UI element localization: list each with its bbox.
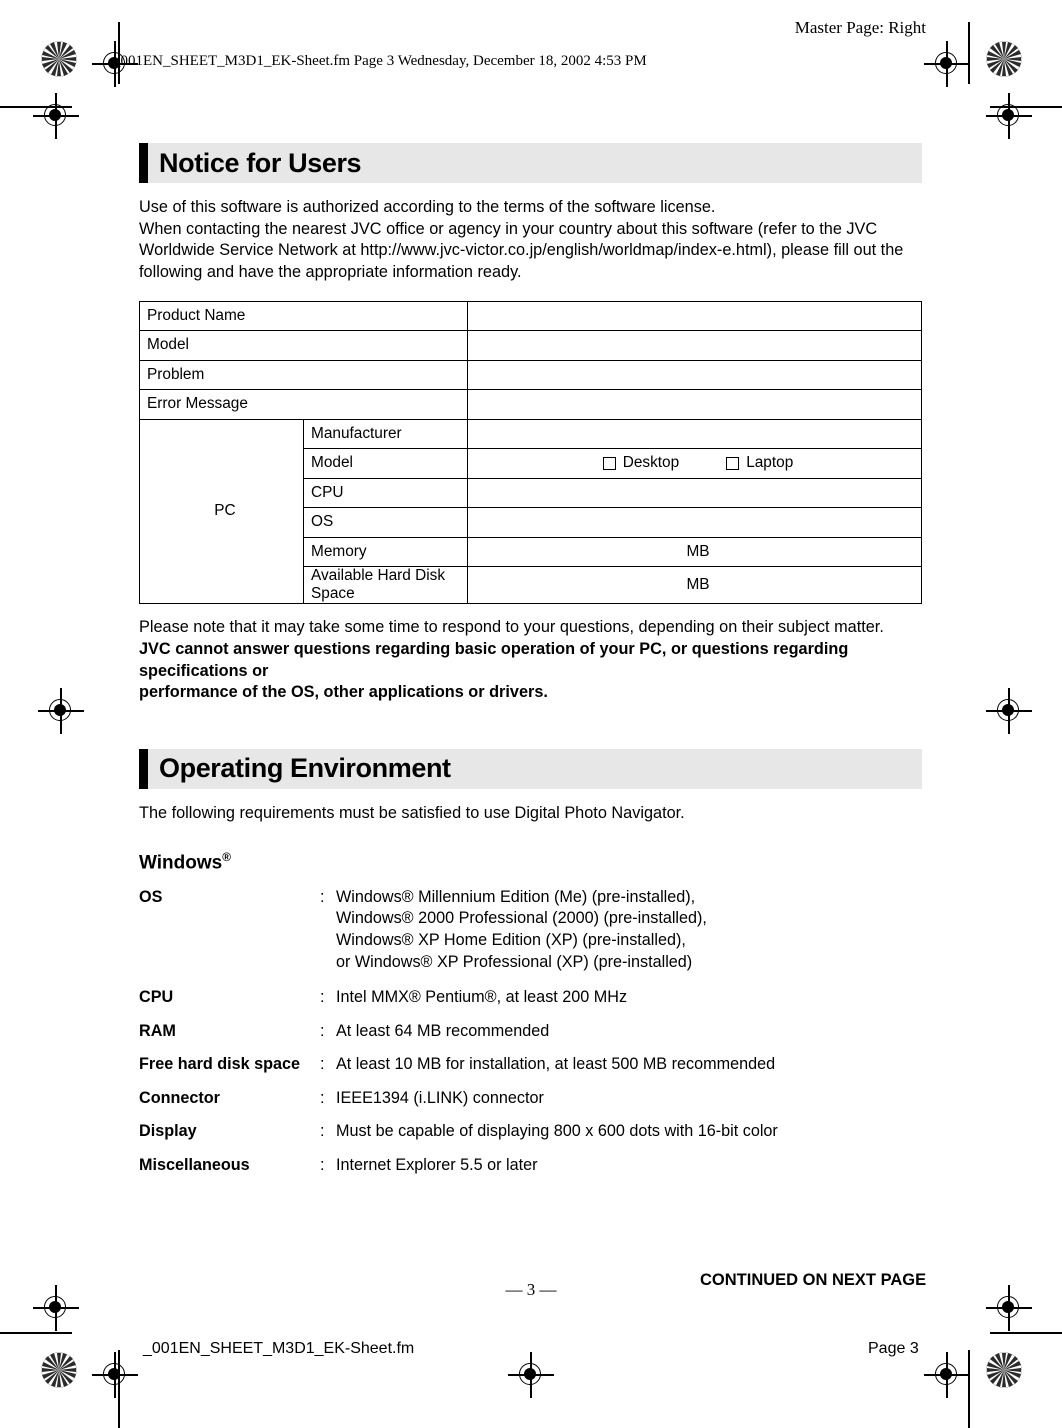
spec-desc-cpu-line-1: Intel MMX® Pentium®, at least 200 MHz: [336, 988, 628, 1007]
registration-mark-right-upper: [986, 93, 1032, 139]
density-star-target-bottom-right: [986, 1352, 1022, 1388]
density-star-target-bottom-left: [41, 1352, 77, 1388]
table-row: [140, 419, 922, 449]
density-star-target-top-right: [986, 41, 1022, 77]
frame-header-line: _001EN_SHEET_M3D1_EK-Sheet.fm Page 3 Wednesday, December 18, 2002 4:53 PM: [113, 53, 647, 69]
registration-mark-top-right: [924, 41, 970, 87]
spec-row-miscellaneous: [139, 1155, 922, 1177]
notice-disclaimer-line-1: JVC cannot answer questions regarding basic operation of your PC, or questions regarding specifications or: [139, 639, 849, 680]
table-row: [140, 301, 922, 331]
footer-file-name: _001EN_SHEET_M3D1_EK-Sheet.fm: [143, 1340, 415, 1357]
spec-term-display: Display: [139, 1122, 197, 1141]
spec-desc-display-line-1: Must be capable of displaying 800 x 600 dots with 16-bit color: [336, 1122, 778, 1141]
page-number: — 3 —: [505, 1280, 557, 1299]
continued-on-next-page-label: CONTINUED ON NEXT PAGE: [700, 1271, 927, 1289]
cell-label-manufacturer: Manufacturer: [304, 419, 468, 449]
cell-group-label-pc: PC: [140, 419, 304, 604]
cell-value-os[interactable]: [468, 508, 922, 538]
crop-line-right-bottom-horizontal: [990, 1332, 1062, 1334]
spec-desc-ram: [336, 1021, 922, 1043]
spec-colon-miscellaneous: :: [320, 1155, 325, 1174]
section-title-notice: Notice for Users: [159, 147, 362, 178]
subsection-title-windows-text: Windows: [139, 851, 223, 873]
cell-value-product-name[interactable]: [468, 301, 922, 331]
spec-row-os: [139, 887, 922, 973]
section-header-operating-environment: [139, 749, 922, 789]
spec-desc-ram-line-1: At least 64 MB recommended: [336, 1021, 550, 1040]
notice-disclaimer: [139, 639, 922, 704]
registration-mark-left-upper: [33, 93, 79, 139]
registration-mark-left-middle: [38, 688, 84, 734]
spec-term-ram: RAM: [139, 1021, 176, 1040]
spec-term-os: OS: [139, 887, 163, 906]
notice-intro-line-3: Worldwide Service Network at http://www.jvc-victor.co.jp/english/worldmap/index-e.html), please fill out the: [139, 241, 904, 260]
spec-row-connector: [139, 1088, 922, 1110]
spec-colon-os: :: [320, 887, 325, 906]
spec-desc-cpu: [336, 987, 922, 1009]
choice-desktop[interactable]: [603, 454, 679, 472]
section-header-notice: [139, 143, 922, 183]
notice-intro-line-4: following and have the appropriate information ready.: [139, 263, 522, 282]
cell-value-memory-unit[interactable]: MB: [468, 537, 922, 567]
cell-value-pc-model-type: [468, 449, 922, 479]
notice-intro-line-1: Use of this software is authorized according to the terms of the software license.: [139, 198, 716, 216]
spec-colon-connector: :: [320, 1088, 325, 1107]
cell-label-problem: Problem: [140, 360, 468, 390]
spec-row-ram: [139, 1021, 922, 1043]
cell-value-manufacturer[interactable]: [468, 419, 922, 449]
page-content: [139, 143, 922, 1185]
notice-response-note: Please note that it may take some time to respond to your questions, depending on their subject matter.: [139, 618, 884, 637]
spec-desc-connector: [336, 1088, 922, 1110]
table-row: [140, 331, 922, 361]
table-row: [140, 360, 922, 390]
spec-term-connector: Connector: [139, 1088, 220, 1107]
registration-mark-bottom-left: [92, 1352, 138, 1398]
cell-label-product-name: Product Name: [140, 301, 468, 331]
cell-label-available-hard-disk-space: Available Hard Disk Space: [304, 567, 468, 604]
crop-line-bottom-right-vertical: [968, 1350, 970, 1428]
spec-row-display: [139, 1121, 922, 1143]
notice-intro-paragraph: [139, 197, 922, 284]
cell-label-memory: Memory: [304, 537, 468, 567]
cell-label-pc-model: Model: [304, 449, 468, 479]
registration-mark-right-middle: [986, 688, 1032, 734]
spec-desc-os-line-1: Windows® Millennium Edition (Me) (pre-installed),: [336, 887, 696, 906]
spec-colon-free-hard-disk-space: :: [320, 1055, 325, 1074]
spec-desc-os-line-4: or Windows® XP Professional (XP) (pre-installed): [336, 952, 693, 971]
support-info-form-table: [139, 301, 922, 605]
cell-label-cpu: CPU: [304, 478, 468, 508]
choice-label-laptop: Laptop: [746, 454, 794, 472]
cell-value-error-message[interactable]: [468, 390, 922, 420]
spec-colon-cpu: :: [320, 988, 325, 1007]
subsection-title-windows: [139, 851, 922, 874]
master-page-label: Master Page: Right: [794, 18, 926, 37]
spec-desc-free-hard-disk-space: [336, 1054, 922, 1076]
choice-label-desktop: Desktop: [622, 454, 680, 472]
section-title-operating-environment: Operating Environment: [159, 753, 451, 784]
notice-disclaimer-line-2: performance of the OS, other applications or drivers.: [139, 683, 548, 702]
spec-colon-ram: :: [320, 1021, 325, 1040]
cell-value-cpu[interactable]: [468, 478, 922, 508]
spec-colon-display: :: [320, 1122, 325, 1141]
spec-term-miscellaneous: Miscellaneous: [139, 1155, 250, 1174]
notice-intro-line-2: When contacting the nearest JVC office or agency in your country about this software (refer to the JVC: [139, 219, 878, 238]
spec-desc-miscellaneous: [336, 1155, 922, 1177]
cell-value-hard-disk-unit[interactable]: MB: [468, 567, 922, 604]
cell-label-error-message: Error Message: [140, 390, 468, 420]
cell-value-problem[interactable]: [468, 360, 922, 390]
registration-mark-bottom-right: [924, 1352, 970, 1398]
table-row: [140, 390, 922, 420]
crop-line-top-right-vertical: [968, 22, 970, 84]
choice-laptop[interactable]: [726, 454, 793, 472]
cell-label-model: Model: [140, 331, 468, 361]
registered-trademark-icon: ®: [222, 850, 231, 864]
spec-desc-os: [336, 887, 922, 973]
spec-desc-display: [336, 1121, 922, 1143]
footer-page-label: Page 3: [868, 1340, 919, 1357]
crop-line-left-bottom-horizontal: [0, 1332, 72, 1334]
section-accent-bar: [139, 143, 148, 183]
registration-mark-bottom-center: [508, 1352, 554, 1398]
density-star-target-top-left: [41, 41, 77, 77]
spec-row-cpu: [139, 987, 922, 1009]
cell-value-model[interactable]: [468, 331, 922, 361]
spec-row-free-hard-disk-space: [139, 1054, 922, 1076]
spec-term-free-hard-disk-space: Free hard disk space: [139, 1055, 301, 1074]
spec-term-cpu: CPU: [139, 988, 174, 1007]
section-accent-bar: [139, 749, 148, 789]
spec-desc-connector-line-1: IEEE1394 (i.LINK) connector: [336, 1088, 544, 1107]
spec-desc-os-line-3: Windows® XP Home Edition (XP) (pre-installed),: [336, 930, 686, 949]
spec-desc-free-hard-disk-space-line-1: At least 10 MB for installation, at least 500 MB recommended: [336, 1055, 776, 1074]
checkbox-icon-desktop[interactable]: [603, 457, 616, 470]
spec-desc-miscellaneous-line-1: Internet Explorer 5.5 or later: [336, 1155, 538, 1174]
spec-desc-os-line-2: Windows® 2000 Professional (2000) (pre-installed),: [336, 909, 707, 928]
operating-environment-intro: The following requirements must be satisfied to use Digital Photo Navigator.: [139, 803, 685, 822]
cell-label-os: OS: [304, 508, 468, 538]
checkbox-icon-laptop[interactable]: [726, 457, 739, 470]
